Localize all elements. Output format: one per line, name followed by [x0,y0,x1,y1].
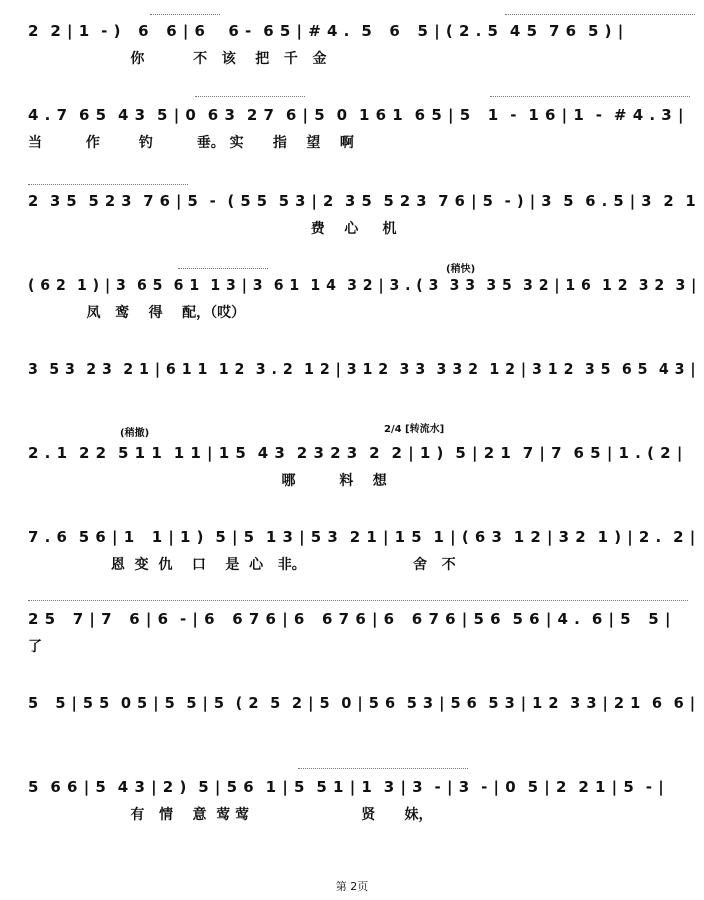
score-system-10 [0,778,704,858]
phrase-line [28,184,188,185]
lyrics-line: 当 作 钓 垂。 实 指 望 啊 [28,135,354,151]
lyrics-line: 凤 鸾 得 配，（哎） [28,305,246,321]
score-system-2 [0,106,704,186]
score-system-7 [0,528,704,608]
score-system-1 [0,22,704,102]
score-system-8 [0,610,704,690]
melody-line: 7 . 6 5 6 | 1 1 | 1 ) 5 | 5 1 3 | 5 3 2 1 | 1 5 1 | ( 6 3 1 2 | 3 2 1 ) | 2 . 2 | [28,528,696,546]
lyrics-line: 了 [28,639,42,655]
page-number: 第 2页 [335,880,369,893]
phrase-line [178,268,268,269]
lyrics-line: 你 不 该 把 千 金 [28,51,327,67]
lyrics-line: 恩 变 仇 口 是 心 非。 舍 不 [28,557,456,573]
phrase-line [490,96,690,97]
lyrics-line: 有 情 意 莺 莺 贤 妹， [28,807,433,823]
melody-line: 5 5 | 5 5 0 5 | 5 5 | 5 ( 2 5 2 | 5 0 | 5 6 5 3 | 5 6 5 3 | 1 2 3 3 | 2 1 6 6 | [28,694,696,712]
melody-line: 3 5 3 2 3 2 1 | 6 1 1 1 2 3 . 2 1 2 | 3 1 2 3 3 3 3 2 1 2 | 3 1 2 3 5 6 5 4 3 | [28,360,697,378]
phrase-line [505,14,695,15]
phrase-line [195,96,305,97]
melody-line: 2 3 5 5 2 3 7 6 | 5 - ( 5 5 5 3 | 2 3 5 5 2 3 7 6 | 5 - ) | 3 5 6 . 5 | 3 2 1 [28,192,697,210]
melody-line: ( 6 2 1 ) | 3 6 5 6 1 1 3 | 3 6 1 1 4 3 2 | 3 . ( 3 3 3 3 5 3 2 | 1 6 1 2 3 2 3 | [28,276,697,294]
melody-line: 2 5 7 | 7 6 | 6 - | 6 6 7 6 | 6 6 7 6 | 6 6 7 6 | 5 6 5 6 | 4 . 6 | 5 5 | [28,610,671,628]
meter-marking: 2/4 [转流水] [384,424,445,435]
score-system-3 [0,192,704,272]
phrase-line [298,768,468,769]
tempo-marking: (稍撤) [120,428,150,439]
melody-line: 2 . 1 2 2 5 1 1 1 1 | 1 5 4 3 2 3 2 3 2 2 | 1 ) 5 | 2 1 7 | 7 6 5 | 1 . ( 2 | [28,444,683,462]
melody-line: 4 . 7 6 5 4 3 5 | 0 6 3 2 7 6 | 5 0 1 6 1 6 5 | 5 1 - 1 6 | 1 - # 4 . 3 | [28,106,684,124]
lyrics-line: 哪 料 想 [28,473,387,489]
lyrics-line: 费 心 机 [28,221,397,237]
melody-line: 2 2 | 1 - ) 6 6 | 6 6 - 6 5 | # 4 . 5 6 5 | ( 2 . 5 4 5 7 6 5 ) | [28,22,624,40]
score-system-9 [0,694,704,774]
score-system-4 [0,264,704,356]
tempo-marking: (稍快) [446,264,476,275]
melody-line: 5 6 6 | 5 4 3 | 2 ) 5 | 5 6 1 | 5 5 1 | 1 3 | 3 - | 3 - | 0 5 | 2 2 1 | 5 - | [28,778,665,796]
phrase-line [150,14,220,15]
score-system-6 [0,424,704,524]
score-system-5 [0,360,704,440]
phrase-line [28,600,688,601]
